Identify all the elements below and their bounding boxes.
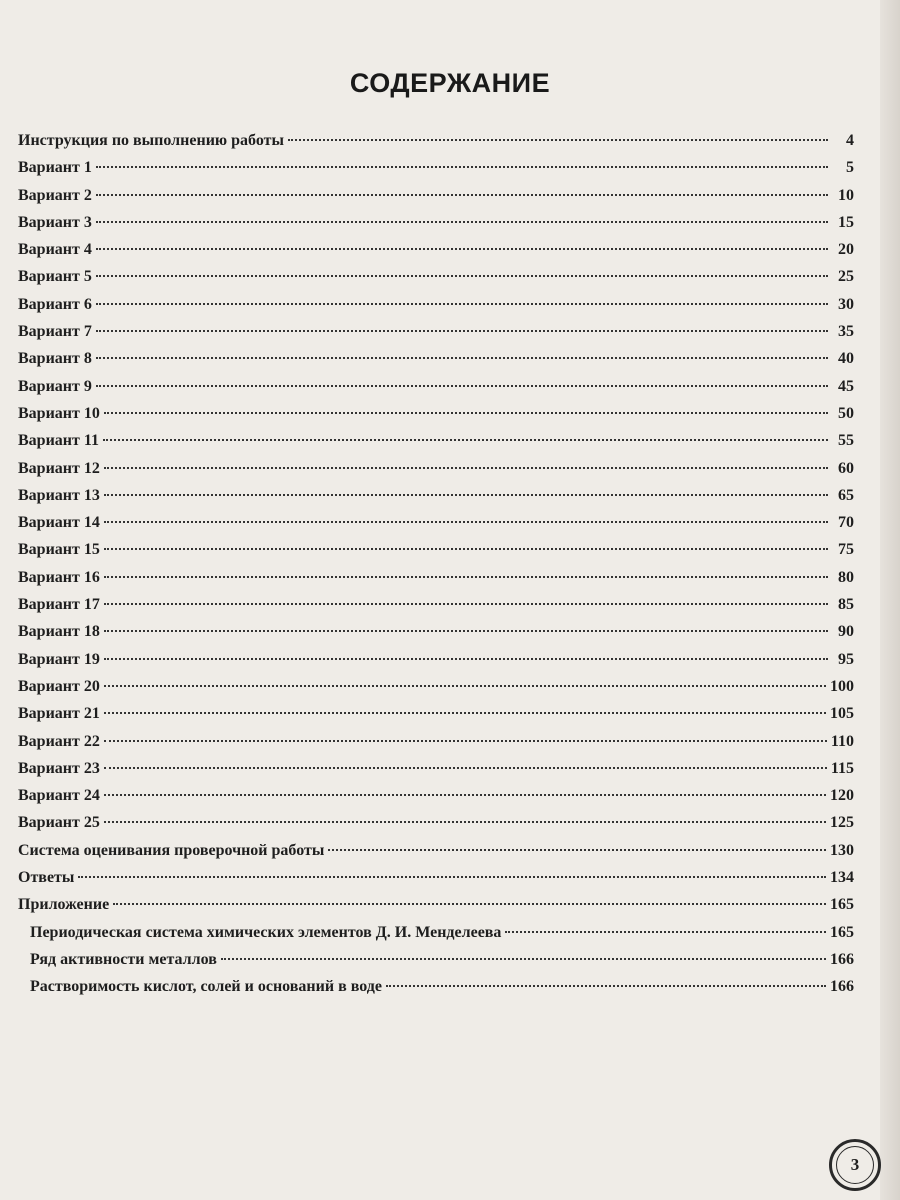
toc-entry-page: 10 <box>838 186 854 204</box>
toc-entry-label: Инструкция по выполнению работы <box>18 132 284 149</box>
toc-entry <box>18 455 854 482</box>
toc-entry-page: 100 <box>830 677 854 695</box>
toc-entry-page: 95 <box>838 650 854 668</box>
toc-entry-label: Вариант 10 <box>18 404 100 422</box>
toc-entry <box>18 373 854 400</box>
dot-leader <box>78 876 826 878</box>
toc-entry-label: Вариант 3 <box>18 213 92 231</box>
dot-leader <box>505 931 826 933</box>
toc-entry-label: Вариант 12 <box>18 459 100 477</box>
dot-leader <box>96 357 828 359</box>
toc-entry <box>18 973 854 1000</box>
toc-entry <box>18 236 854 263</box>
toc-entry-label: Вариант 6 <box>18 295 92 313</box>
dot-leader <box>96 275 828 277</box>
toc-entry-label: Периодическая система химических элементов Д. И. Менделеева <box>30 923 502 941</box>
toc-entry <box>18 919 854 946</box>
dot-leader <box>104 548 828 550</box>
dot-leader <box>96 166 828 168</box>
toc-entry-page: 165 <box>830 896 854 914</box>
dot-leader <box>288 139 828 141</box>
table-of-contents <box>18 127 854 1001</box>
toc-entry <box>18 673 854 700</box>
toc-entry-label: Вариант 20 <box>18 677 100 695</box>
dot-leader <box>104 712 826 714</box>
toc-entry-label: Вариант 7 <box>18 323 92 341</box>
dot-leader <box>104 767 827 769</box>
toc-entry-page: 80 <box>838 568 854 586</box>
page-edge <box>880 0 900 1200</box>
dot-leader <box>104 521 828 523</box>
toc-entry <box>18 837 854 864</box>
toc-entry <box>18 182 854 209</box>
dot-leader <box>104 603 828 605</box>
toc-entry <box>18 946 854 973</box>
toc-entry-page: 4 <box>846 132 854 149</box>
toc-entry <box>18 345 854 372</box>
toc-entry-page: 45 <box>838 377 854 395</box>
toc-entry-page: 130 <box>830 841 854 859</box>
dot-leader <box>104 630 828 632</box>
toc-entry-page: 25 <box>838 268 854 286</box>
toc-entry-page: 120 <box>830 787 854 805</box>
dot-leader <box>104 494 828 496</box>
page-number-badge <box>829 1139 881 1191</box>
toc-entry-label: Приложение <box>18 896 110 914</box>
toc-entry <box>18 318 854 345</box>
toc-entry-page: 70 <box>838 514 854 532</box>
toc-entry <box>18 700 854 727</box>
toc-entry-page: 5 <box>846 159 854 177</box>
dot-leader <box>96 330 828 332</box>
toc-entry-page: 55 <box>838 432 854 450</box>
toc-entry-label: Вариант 21 <box>18 705 100 723</box>
toc-entry-label: Вариант 11 <box>18 432 99 450</box>
dot-leader <box>221 958 826 960</box>
toc-entry <box>18 209 854 236</box>
toc-entry <box>18 646 854 673</box>
toc-entry-page: 75 <box>838 541 854 559</box>
toc-entry <box>18 591 854 618</box>
toc-entry <box>18 482 854 509</box>
dot-leader <box>104 658 828 660</box>
toc-entry-page: 15 <box>838 213 854 231</box>
toc-entry-label: Вариант 18 <box>18 623 100 641</box>
dot-leader <box>104 576 828 578</box>
dot-leader <box>96 194 828 196</box>
toc-entry <box>18 127 854 154</box>
toc-entry-page: 105 <box>830 705 854 723</box>
toc-entry-page: 50 <box>838 404 854 422</box>
toc-entry-label: Ответы <box>18 869 75 887</box>
toc-entry-page: 60 <box>838 459 854 477</box>
toc-entry-page: 35 <box>838 323 854 341</box>
toc-entry-label: Вариант 16 <box>18 568 100 586</box>
toc-entry-page: 30 <box>838 295 854 313</box>
toc-entry <box>18 864 854 891</box>
toc-entry-page: 134 <box>830 869 854 887</box>
dot-leader <box>96 248 828 250</box>
toc-entry <box>18 891 854 918</box>
toc-entry <box>18 427 854 454</box>
dot-leader <box>103 439 828 441</box>
dot-leader <box>386 985 826 987</box>
dot-leader <box>104 412 828 414</box>
toc-entry-label: Вариант 23 <box>18 759 100 777</box>
page-number: 3 <box>836 1146 874 1184</box>
toc-entry <box>18 564 854 591</box>
toc-entry <box>18 154 854 181</box>
dot-leader <box>104 794 826 796</box>
toc-entry <box>18 291 854 318</box>
toc-entry-label: Вариант 25 <box>18 814 100 832</box>
toc-entry-label: Вариант 15 <box>18 541 100 559</box>
page-title: СОДЕРЖАНИЕ <box>349 68 551 98</box>
toc-entry-page: 110 <box>830 732 854 750</box>
toc-entry-label: Вариант 24 <box>18 787 100 805</box>
toc-entry-label: Вариант 4 <box>18 241 92 259</box>
toc-entry-label: Вариант 14 <box>18 514 100 532</box>
toc-entry <box>18 536 854 563</box>
toc-entry <box>18 755 854 782</box>
toc-entry-label: Вариант 17 <box>18 596 100 614</box>
dot-leader <box>104 467 828 469</box>
toc-entry-label: Система оценивания проверочной работы <box>18 841 325 859</box>
dot-leader <box>104 740 827 742</box>
toc-entry-page: 166 <box>830 950 854 968</box>
toc-entry-label: Вариант 9 <box>18 377 92 395</box>
dot-leader <box>104 685 826 687</box>
toc-entry <box>18 263 854 290</box>
dot-leader <box>96 385 828 387</box>
toc-entry-label: Вариант 19 <box>18 650 100 668</box>
toc-entry-page: 65 <box>838 486 854 504</box>
toc-entry-label: Растворимость кислот, солей и оснований в воде <box>30 978 382 996</box>
toc-entry <box>18 728 854 755</box>
toc-entry-page: 85 <box>838 596 854 614</box>
toc-entry-page: 40 <box>838 350 854 368</box>
toc-entry-page: 166 <box>830 978 854 996</box>
dot-leader <box>104 821 826 823</box>
toc-entry-label: Вариант 1 <box>18 159 92 177</box>
toc-entry-label: Вариант 13 <box>18 486 100 504</box>
toc-entry-label: Вариант 2 <box>18 186 92 204</box>
toc-entry <box>18 509 854 536</box>
toc-entry-label: Вариант 8 <box>18 350 92 368</box>
dot-leader <box>113 903 826 905</box>
dot-leader <box>328 849 826 851</box>
toc-entry-label: Вариант 22 <box>18 732 100 750</box>
toc-entry-page: 115 <box>830 759 854 777</box>
toc-entry <box>18 809 854 836</box>
toc-entry-page: 165 <box>830 923 854 941</box>
toc-entry-page: 20 <box>838 241 854 259</box>
dot-leader <box>96 303 828 305</box>
toc-entry-page: 125 <box>830 814 854 832</box>
dot-leader <box>96 221 828 223</box>
toc-entry-label: Ряд активности металлов <box>30 950 217 968</box>
toc-entry-page: 90 <box>838 623 854 641</box>
toc-entry <box>18 618 854 645</box>
toc-entry-label: Вариант 5 <box>18 268 92 286</box>
toc-entry <box>18 400 854 427</box>
toc-entry <box>18 782 854 809</box>
